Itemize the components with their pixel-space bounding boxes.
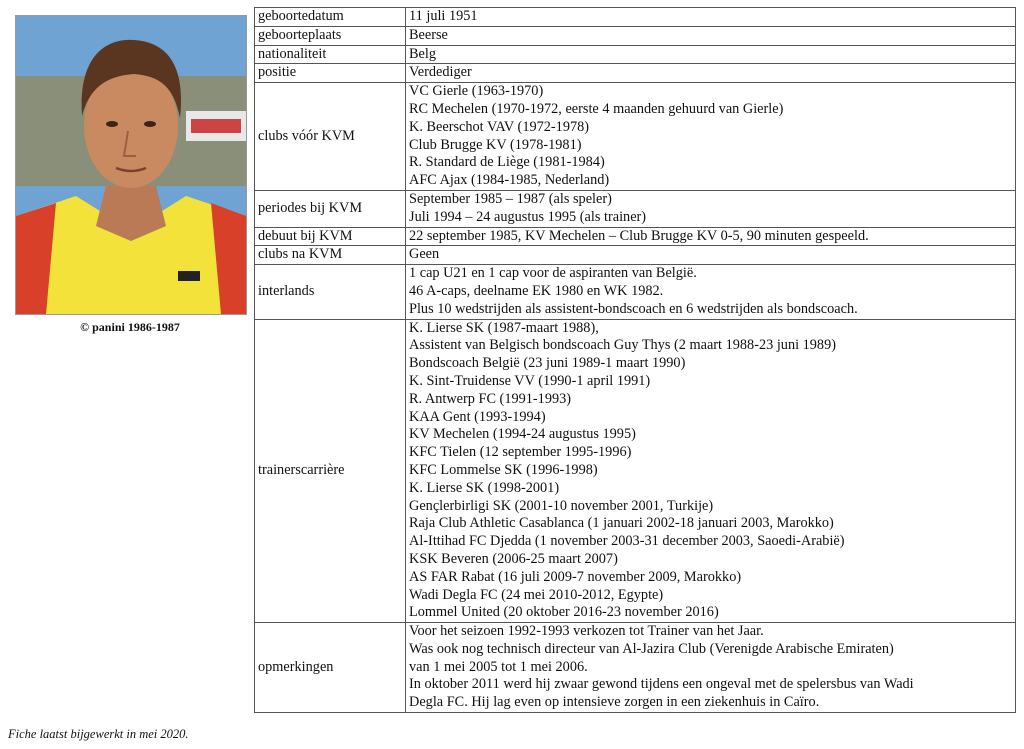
left-eye (106, 121, 118, 127)
fiche-value-line: 46 A-caps, deelname EK 1980 en WK 1982. (409, 282, 664, 299)
fiche-value-line: In oktober 2011 werd hij zwaar gewond tijdens een ongeval met de spelersbus van Wadi (409, 676, 914, 693)
fiche-label: periodes bij KVM (255, 190, 406, 227)
fiche-row (255, 83, 1016, 191)
fiche-row (255, 265, 1016, 319)
fiche-value-line: K. Lierse SK (1998-2001) (409, 479, 560, 496)
fiche-row (255, 8, 1016, 27)
fiche-value-line: Wadi Degla FC (24 mei 2010-2012, Egypte) (409, 586, 664, 603)
fiche-value-line: KSK Beveren (2006-25 maart 2007) (409, 550, 618, 567)
fiche-value-line: September 1985 – 1987 (als speler) (409, 190, 612, 207)
fiche-value-line: van 1 mei 2005 tot 1 mei 2006. (409, 658, 588, 675)
fiche-value-line: KFC Tielen (12 september 1995-1996) (409, 444, 632, 461)
fiche-value-line: Club Brugge KV (1978-1981) (409, 136, 582, 153)
fiche-row (255, 45, 1016, 64)
fiche-label: clubs na KVM (255, 246, 406, 265)
fiche-value-line: R. Standard de Liège (1981-1984) (409, 154, 605, 171)
fiche-label: opmerkingen (255, 623, 406, 713)
fiche-value-line: Geen (409, 246, 440, 263)
fiche-value-line: Lommel United (20 oktober 2016-23 november 2016) (409, 604, 719, 621)
fiche-value (406, 45, 1016, 64)
fiche-label: debuut bij KVM (255, 227, 406, 246)
fiche-row (255, 246, 1016, 265)
fiche-value-line: Gençlerbirligi SK (2001-10 november 2001, Turkije) (409, 497, 714, 514)
fiche-value-line: 22 september 1985, KV Mechelen – Club Brugge KV 0-5, 90 minuten gespeeld. (409, 227, 869, 244)
fiche-label: trainerscarrière (255, 319, 406, 623)
fiche-row (255, 190, 1016, 227)
fiche-value-line: Plus 10 wedstrijden als assistent-bondscoach en 6 wedstrijden als bondscoach. (409, 300, 858, 317)
fiche-row (255, 623, 1016, 713)
fiche-value (406, 190, 1016, 227)
fiche-value-line: Bondscoach België (23 juni 1989-1 maart 1990) (409, 355, 686, 372)
fiche-label: geboorteplaats (255, 26, 406, 45)
fiche-value-line: K. Beerschot VAV (1972-1978) (409, 118, 590, 135)
right-eye (144, 121, 156, 127)
fiche-row (255, 319, 1016, 623)
fiche-value-line: Al-Ittihad FC Djedda (1 november 2003-31 december 2003, Saoedi-Arabië) (409, 533, 845, 550)
fiche-value-line: Beerse (409, 26, 448, 43)
fiche-value-line: RC Mechelen (1970-1972, eerste 4 maanden gehuurd van Gierle) (409, 100, 784, 117)
fiche-label: nationaliteit (255, 45, 406, 64)
photo-caption: © panini 1986-1987 (80, 320, 180, 334)
fiche-value-line: K. Lierse SK (1987-maart 1988), (409, 319, 599, 336)
fiche-label: clubs vóór KVM (255, 83, 406, 191)
fiche-value (406, 83, 1016, 191)
fiche-value-line: KFC Lommelse SK (1996-1998) (409, 461, 598, 478)
fiche-label: interlands (255, 265, 406, 319)
billboard-stripe (191, 119, 241, 133)
fiche-label: positie (255, 64, 406, 83)
fiche-value-line: 1 cap U21 en 1 cap voor de aspiranten van België. (409, 265, 697, 282)
fiche-value (406, 265, 1016, 319)
shirt-logo (178, 271, 200, 281)
fiche-row (255, 26, 1016, 45)
fiche-value-line: KAA Gent (1993-1994) (409, 408, 546, 425)
fiche-value-line: VC Gierle (1963-1970) (409, 83, 544, 100)
fiche-value-line: KV Mechelen (1994-24 augustus 1995) (409, 426, 636, 443)
fiche-value (406, 8, 1016, 27)
fiche-value-line: 11 juli 1951 (409, 8, 478, 24)
fiche-row (255, 227, 1016, 246)
fiche-value-line: Assistent van Belgisch bondscoach Guy Thys (2 maart 1988-23 juni 1989) (409, 337, 836, 354)
fiche-value (406, 227, 1016, 246)
fiche-value-line: Voor het seizoen 1992-1993 verkozen tot Trainer van het Jaar. (409, 623, 764, 640)
fiche-value (406, 26, 1016, 45)
fiche-value (406, 246, 1016, 265)
fiche-value-line: Degla FC. Hij lag even op intensieve zorgen in een ziekenhuis in Caïro. (409, 694, 820, 711)
fiche-value-line: AS FAR Rabat (16 juli 2009-7 november 2009, Marokko) (409, 568, 742, 585)
fiche-value-line: Was ook nog technisch directeur van Al-Jazira Club (Verenigde Arabische Emiraten) (409, 640, 894, 657)
fiche-value-line: Belg (409, 45, 437, 62)
last-updated-note: Fiche laatst bijgewerkt in mei 2020. (8, 727, 189, 741)
fiche-value-line: R. Antwerp FC (1991-1993) (409, 390, 572, 407)
fiche-value-line: Juli 1994 – 24 augustus 1995 (als trainer) (409, 208, 647, 225)
fiche-value-line: AFC Ajax (1984-1985, Nederland) (409, 172, 610, 189)
fiche-value-line: Verdediger (409, 64, 472, 81)
fiche-label: geboortedatum (255, 8, 406, 27)
fiche-value-line: Raja Club Athletic Casablanca (1 januari 2002-18 januari 2003, Marokko) (409, 515, 834, 532)
fiche-value-line: K. Sint-Truidense VV (1990-1 april 1991) (409, 372, 651, 389)
fiche-value (406, 64, 1016, 83)
fiche-row (255, 64, 1016, 83)
player-portrait-illustration (16, 16, 246, 314)
fiche-value (406, 319, 1016, 623)
fiche-value (406, 623, 1016, 713)
player-photo (15, 15, 247, 315)
player-fiche-table (254, 7, 1016, 713)
